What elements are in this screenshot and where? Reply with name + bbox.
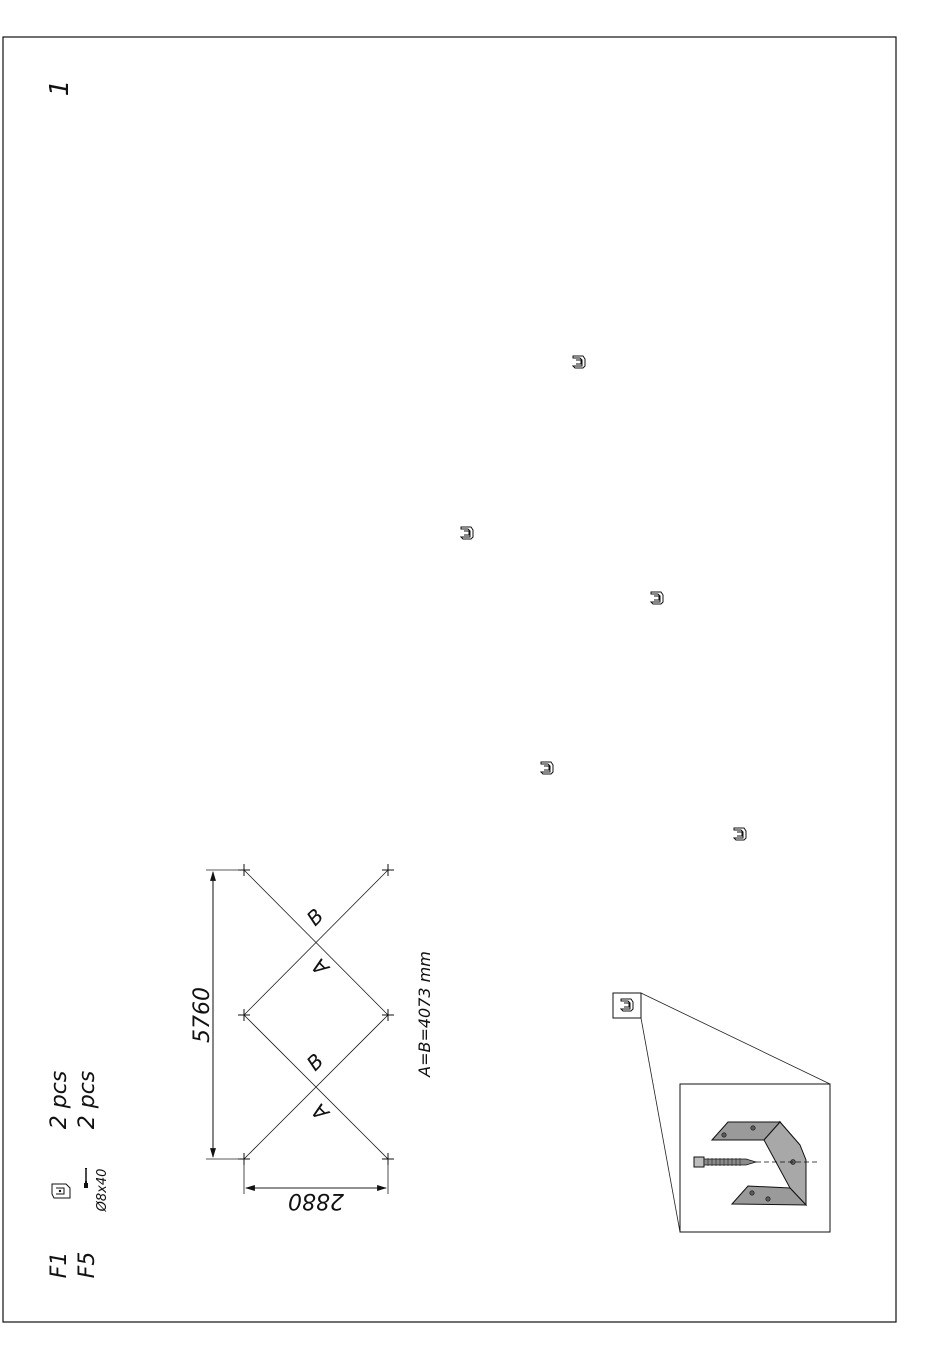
diagonal-note: A=B=4073 mm (415, 951, 434, 1077)
diagonal-label-a: A (306, 953, 334, 981)
bracket-marker-icon (461, 527, 473, 539)
detail-marker-box (613, 993, 641, 1018)
length-dimension-text: 5760 (190, 987, 215, 1043)
parts-list (47, 1071, 110, 1279)
bracket-marker-icon (573, 356, 585, 368)
diagonal-label-b: B (301, 1048, 329, 1076)
bracket-marker-icon (651, 592, 663, 604)
part-code-f1: F1 (47, 1251, 72, 1279)
part-qty-f1: 2 pcs (47, 1070, 72, 1130)
screw-icon (84, 1168, 88, 1188)
detail-callout (613, 993, 830, 1232)
diagonal-label-a: A (306, 1098, 334, 1126)
bracket-marker-icon (734, 828, 746, 840)
part-qty-f5: 2 pcs (75, 1070, 100, 1130)
page-number: 1 (45, 79, 75, 97)
bracket-markers (461, 356, 746, 840)
diagonal-label-b: B (301, 903, 329, 931)
bracket-icon (52, 1184, 70, 1198)
leader-line (641, 993, 830, 1084)
layout-plan (190, 864, 434, 1213)
screw-size-text: Ø8x40 (95, 1168, 110, 1212)
part-code-f5: F5 (75, 1251, 100, 1279)
bracket-marker-icon (541, 762, 553, 774)
leader-line (641, 1018, 680, 1232)
width-dimension-text: 2880 (288, 1188, 344, 1213)
